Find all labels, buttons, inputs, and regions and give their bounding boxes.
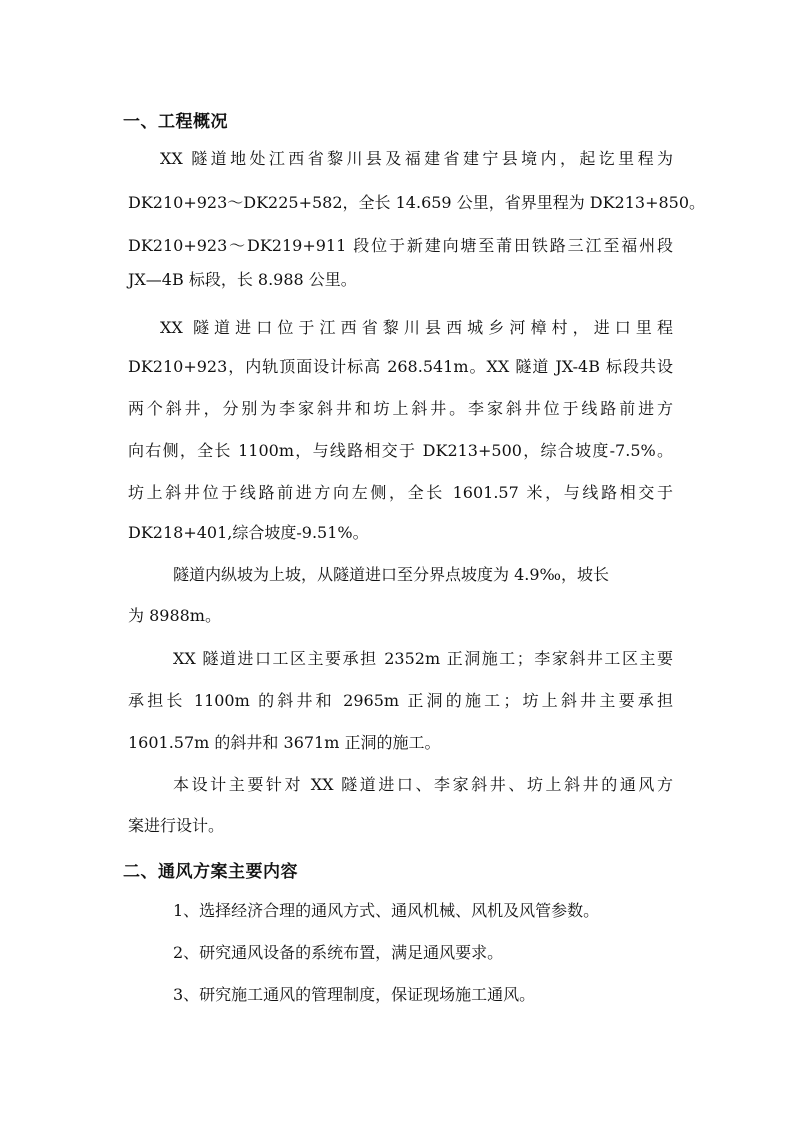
- paragraph-4-line-1: XX 隧道进口工区主要承担 2352m 正洞施工；李家斜井工区主要: [173, 649, 673, 668]
- section-heading-overview: 一、工程概况: [123, 112, 228, 132]
- list-item: 2、研究通风设备的系统布置，满足通风要求。: [173, 943, 504, 962]
- paragraph-4-line-2: 承担长 1100m 的斜井和 2965m 正洞的施工；坊上斜井主要承担: [128, 691, 673, 710]
- paragraph-2-line-3: 两个斜井，分别为李家斜井和坊上斜井。李家斜井位于线路前进方: [128, 399, 673, 418]
- paragraph-2-line-6: DK218+401,综合坡度-9.51%。: [128, 523, 369, 542]
- paragraph-4-line-3: 1601.57m 的斜井和 3671m 正洞的施工。: [128, 733, 441, 752]
- section-heading-ventilation: 二、通风方案主要内容: [123, 862, 298, 882]
- paragraph-1-line-4: JX—4B 标段，长 8.988 公里。: [128, 270, 357, 289]
- paragraph-2-line-5: 坊上斜井位于线路前进方向左侧，全长 1601.57 米，与线路相交于: [128, 483, 673, 502]
- paragraph-5-line-2: 案进行设计。: [128, 816, 225, 835]
- paragraph-3-line-1: 隧道内纵坡为上坡，从隧道进口至分界点坡度为 4.9‰，坡长: [173, 565, 610, 584]
- paragraph-2-line-1: XX 隧道进口位于江西省黎川县西城乡河樟村，进口里程: [160, 318, 673, 337]
- list-item: 3、研究施工通风的管理制度，保证现场施工通风。: [173, 985, 536, 1004]
- paragraph-1-line-3: DK210+923～DK219+911 段位于新建向塘至莆田铁路三江至福州段: [128, 236, 673, 255]
- paragraph-5-line-1: 本设计主要针对 XX 隧道进口、李家斜井、坊上斜井的通风方: [173, 775, 673, 794]
- paragraph-1-line-2: DK210+923～DK225+582，全长 14.659 公里，省界里程为 DK213+850。: [128, 193, 706, 212]
- paragraph-2-line-2: DK210+923，内轨顶面设计标高 268.541m。XX 隧道 JX-4B 标段共设: [128, 357, 673, 376]
- paragraph-2-line-4: 向右侧，全长 1100m，与线路相交于 DK213+500，综合坡度-7.5%。: [128, 441, 673, 460]
- paragraph-1-line-1: XX 隧道地处江西省黎川县及福建省建宁县境内，起讫里程为: [160, 149, 673, 168]
- paragraph-3-line-2: 为 8988m。: [128, 606, 221, 625]
- list-item: 1、选择经济合理的通风方式、通风机械、风机及风管参数。: [173, 901, 600, 920]
